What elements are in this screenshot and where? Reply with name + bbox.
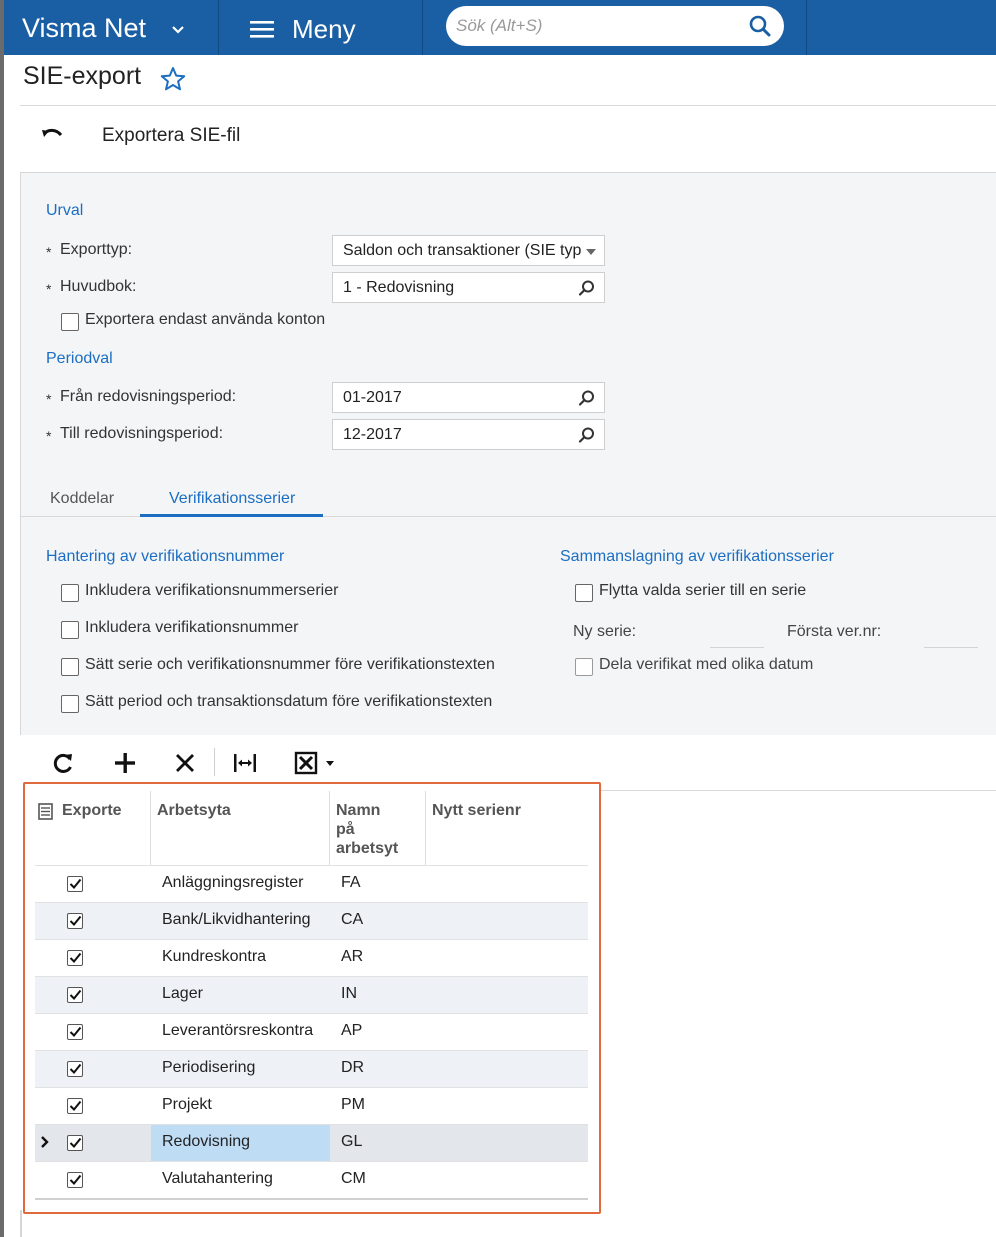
required-marker: *: [46, 428, 52, 444]
code-cell: AP: [341, 1022, 363, 1039]
workspace-cell: Bank/Likvidhantering: [162, 911, 311, 928]
code-cell: PM: [341, 1096, 365, 1113]
code-cell: CM: [341, 1170, 366, 1187]
code-cell: DR: [341, 1059, 365, 1076]
delete-icon[interactable]: [172, 750, 198, 776]
include-series-label: Inkludera verifikationsnummerserier: [85, 582, 339, 599]
include-series-checkbox[interactable]: [61, 584, 79, 602]
panel-edge: [20, 1210, 22, 1237]
fit-columns-icon[interactable]: [232, 750, 258, 776]
required-marker: *: [46, 391, 52, 407]
workspace-cell: Lager: [162, 985, 203, 1002]
workspace-cell: Leverantörsreskontra: [162, 1022, 314, 1039]
include-number-label: Inkludera verifikationsnummer: [85, 619, 299, 636]
to-period-value: 12-2017: [343, 426, 402, 443]
title-divider: [20, 105, 996, 106]
column-header-workspace[interactable]: Arbetsyta: [157, 802, 231, 819]
to-period-field[interactable]: [332, 419, 605, 450]
code-cell: IN: [341, 985, 357, 1002]
code-cell: CA: [341, 911, 364, 928]
lookup-search-icon[interactable]: [578, 279, 596, 297]
column-header-workspace-name[interactable]: Namn på arbetsyt: [336, 802, 399, 857]
period-before-text-label: Sätt period och transaktionsdatum före verifikationstexten: [85, 693, 493, 710]
split-by-date-label: Dela verifikat med olika datum: [599, 656, 814, 673]
dropdown-caret-icon[interactable]: [586, 249, 596, 255]
code-cell: GL: [341, 1133, 363, 1150]
from-period-value: 01-2017: [343, 389, 402, 406]
refresh-icon[interactable]: [50, 750, 76, 776]
export-excel-icon[interactable]: [294, 750, 340, 776]
exporttyp-label: Exporttyp:: [60, 241, 133, 258]
to-period-label: Till redovisningsperiod:: [60, 425, 224, 442]
hantering-heading: Hantering av verifikationsnummer: [46, 548, 285, 565]
search-box[interactable]: [446, 6, 784, 46]
sammanslagning-heading: Sammanslagning av verifikationsserier: [560, 548, 834, 565]
toolbar-divider: [214, 748, 215, 776]
move-series-label: Flytta valda serier till en serie: [599, 582, 807, 599]
column-header-export[interactable]: Exporte: [62, 802, 122, 819]
move-series-checkbox[interactable]: [575, 584, 593, 602]
left-edge-strip: [0, 0, 4, 1237]
star-icon[interactable]: [160, 66, 186, 92]
huvudbok-label: Huvudbok:: [60, 278, 137, 295]
workspace-cell: Periodisering: [162, 1059, 256, 1076]
brand-title[interactable]: Visma Net: [22, 13, 147, 43]
period-before-text-checkbox[interactable]: [61, 695, 79, 713]
workspace-cell: Projekt: [162, 1096, 212, 1113]
menu-button[interactable]: Meny: [292, 14, 356, 44]
undo-icon[interactable]: [40, 124, 64, 144]
series-before-text-label: Sätt serie och verifikationsnummer före verifikationstexten: [85, 656, 495, 673]
topbar-divider: [422, 0, 423, 55]
chevron-down-icon[interactable]: [168, 19, 188, 39]
workspace-cell: Anläggningsregister: [162, 874, 304, 891]
new-series-input[interactable]: [710, 647, 764, 648]
tab-koddelar[interactable]: Koddelar: [50, 490, 115, 507]
urval-heading: Urval: [46, 202, 84, 219]
workspace-cell: Kundreskontra: [162, 948, 267, 965]
exporttyp-select[interactable]: [332, 235, 605, 266]
include-number-checkbox[interactable]: [61, 621, 79, 639]
first-ver-label: Första ver.nr:: [787, 623, 882, 640]
code-cell: AR: [341, 948, 364, 965]
only-used-accounts-label: Exportera endast använda konton: [85, 311, 326, 328]
from-period-field[interactable]: [332, 382, 605, 413]
split-by-date-checkbox[interactable]: [575, 658, 593, 676]
exporttyp-value: Saldon och transaktioner (SIE typ: [343, 242, 581, 259]
column-header-new-series[interactable]: Nytt serienr: [432, 802, 521, 819]
series-before-text-checkbox[interactable]: [61, 658, 79, 676]
required-marker: *: [46, 281, 52, 297]
topbar-divider: [806, 0, 807, 55]
from-period-label: Från redovisningsperiod:: [60, 388, 237, 405]
huvudbok-field[interactable]: [332, 272, 605, 303]
hamburger-menu-icon[interactable]: [250, 19, 276, 39]
workspace-cell: Valutahantering: [162, 1170, 273, 1187]
search-input[interactable]: [456, 12, 736, 40]
huvudbok-value: 1 - Redovisning: [343, 279, 455, 296]
search-icon[interactable]: [748, 14, 772, 38]
code-cell: FA: [341, 874, 361, 891]
required-marker: *: [46, 244, 52, 260]
new-series-label: Ny serie:: [573, 623, 637, 640]
lookup-search-icon[interactable]: [578, 389, 596, 407]
topbar-divider: [218, 0, 219, 55]
grid-top-line: [600, 790, 996, 791]
highlight-frame: [23, 782, 601, 1214]
active-tab-indicator: [140, 514, 323, 517]
tab-verifikationsserier[interactable]: Verifikationsserier: [169, 490, 296, 507]
first-ver-input[interactable]: [924, 647, 978, 648]
page-title: SIE-export: [23, 62, 142, 90]
workspace-cell: Redovisning: [162, 1133, 251, 1150]
only-used-accounts-checkbox[interactable]: [61, 313, 79, 331]
export-sie-action[interactable]: Exportera SIE-fil: [102, 125, 241, 146]
periodval-heading: Periodval: [46, 350, 113, 367]
lookup-search-icon[interactable]: [578, 426, 596, 444]
add-icon[interactable]: [112, 750, 138, 776]
